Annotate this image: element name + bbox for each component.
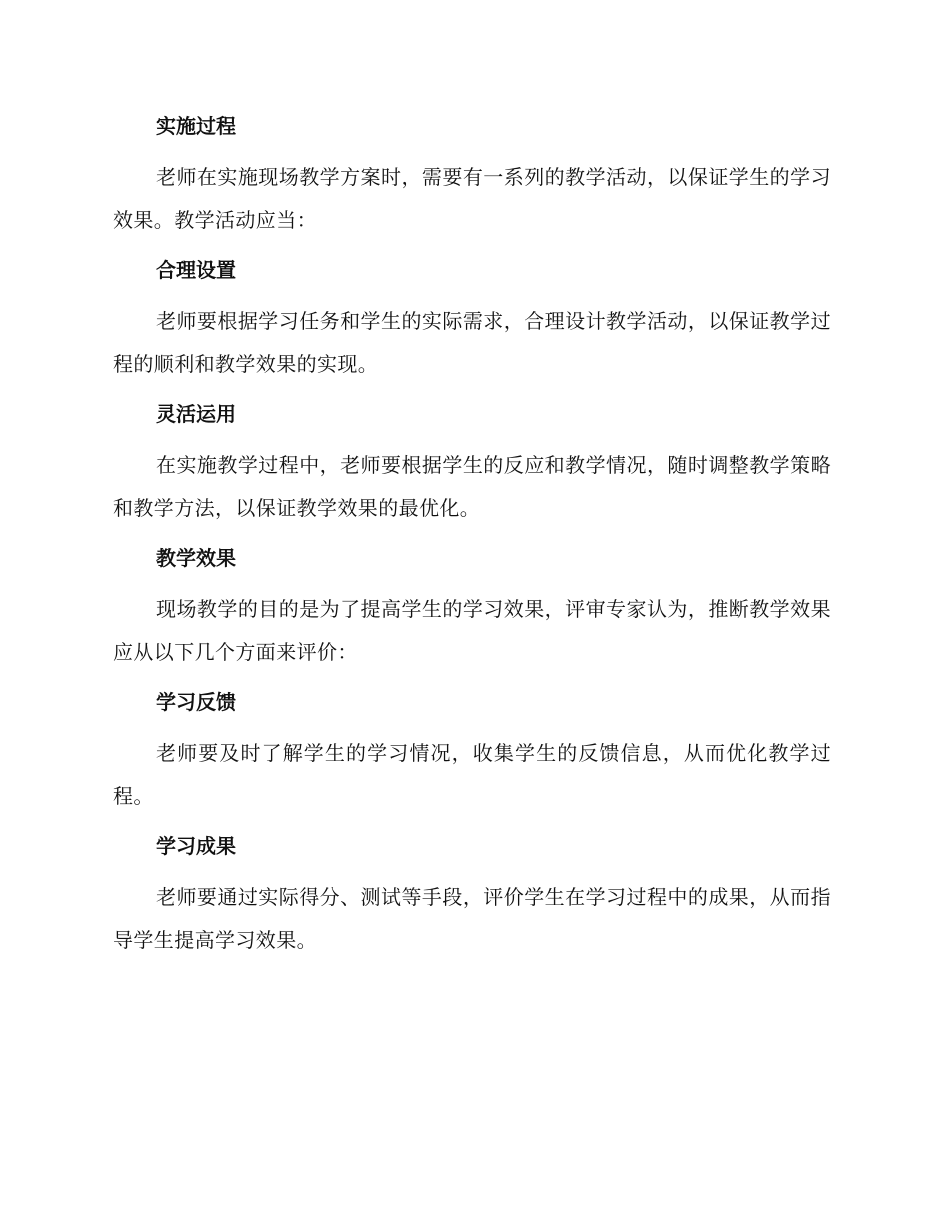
section-flexible-use xyxy=(113,392,831,530)
section-heading: 学习成果 xyxy=(156,834,236,858)
section-learning-outcomes xyxy=(113,824,831,962)
section-paragraph: 老师要根据学习任务和学生的实际需求，合理设计教学活动，以保证教学过程的顺利和教学效果的实现。 xyxy=(113,309,831,376)
section-heading: 灵活运用 xyxy=(156,402,236,426)
section-paragraph: 现场教学的目的是为了提高学生的学习效果，评审专家认为，推断教学效果应从以下几个方面来评价： xyxy=(113,597,831,664)
section-learning-feedback xyxy=(113,680,831,818)
section-heading: 教学效果 xyxy=(156,546,236,570)
section-heading: 学习反馈 xyxy=(156,690,236,714)
section-paragraph: 老师在实施现场教学方案时，需要有一系列的教学活动，以保证学生的学习效果。教学活动应当： xyxy=(113,165,831,232)
section-teaching-effect xyxy=(113,536,831,674)
section-paragraph: 在实施教学过程中，老师要根据学生的反应和教学情况，随时调整教学策略和教学方法，以保证教学效果的最优化。 xyxy=(113,453,831,520)
section-heading: 实施过程 xyxy=(156,114,236,138)
section-heading: 合理设置 xyxy=(156,258,236,282)
section-paragraph: 老师要通过实际得分、测试等手段，评价学生在学习过程中的成果，从而指导学生提高学习效果。 xyxy=(113,885,831,952)
document-page xyxy=(113,104,831,968)
section-paragraph: 老师要及时了解学生的学习情况，收集学生的反馈信息，从而优化教学过程。 xyxy=(113,741,831,808)
section-implementation xyxy=(113,104,831,242)
section-reasonable-setup xyxy=(113,248,831,386)
